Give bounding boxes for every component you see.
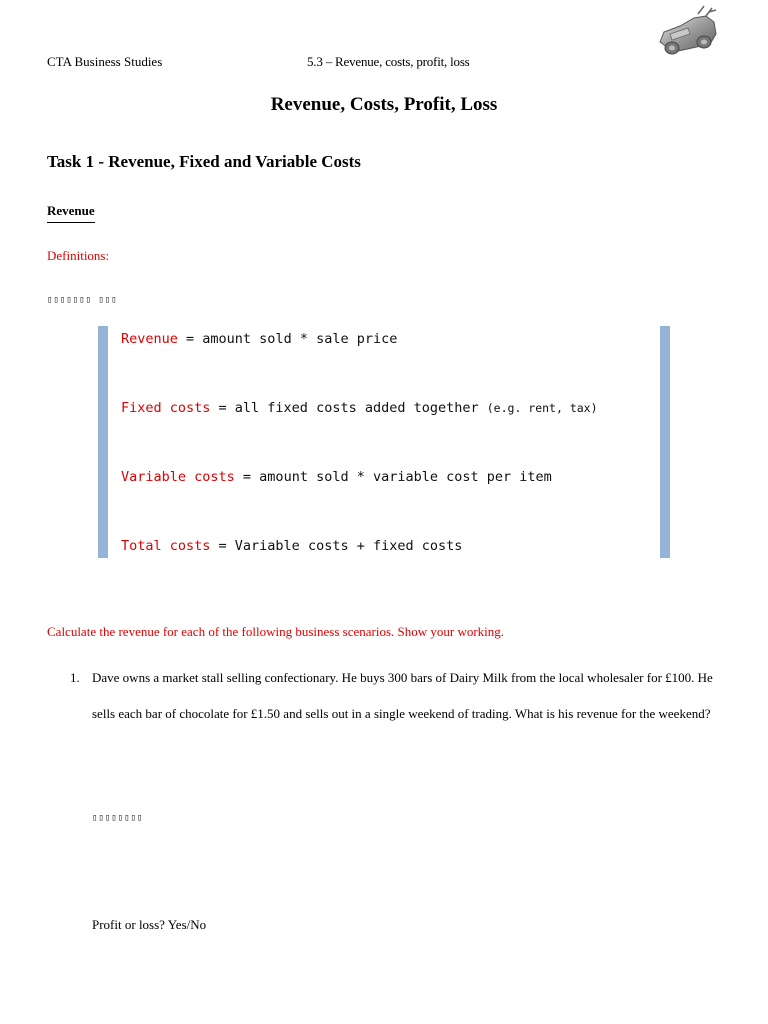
formula-term: Revenue [121, 331, 178, 347]
formula-box [98, 326, 670, 558]
formula-definition: = all fixed costs added together [210, 400, 487, 416]
section-heading: Revenue [47, 203, 95, 223]
formula-line-fixed-costs [121, 400, 598, 416]
formula-definition: = amount sold * sale price [177, 331, 398, 347]
formula-box-right-bar [660, 326, 670, 558]
placeholder-glyphs: ▯▯▯▯▯▯▯▯ [92, 813, 144, 823]
definitions-label: Definitions: [47, 248, 110, 263]
question-text: Dave owns a market stall selling confectionary. He buys 300 bars of Dairy Milk from the local wholesaler for £100. He sells each bar of chocolate for £1.50 and sells out in a single weekend of trading. What is his revenue for the weekend? [92, 670, 713, 721]
placeholder-glyphs: ▯▯▯▯▯▯▯ ▯▯▯ [47, 295, 118, 305]
profit-or-loss-prompt: Profit or loss? Yes/No [92, 917, 207, 932]
instruction-text: Calculate the revenue for each of the following business scenarios. Show your working. [47, 624, 505, 639]
formula-definition: = amount sold * variable cost per item [234, 469, 552, 485]
header-course-title: CTA Business Studies [47, 54, 163, 69]
formula-note: (e.g. rent, tax) [486, 401, 598, 415]
formula-box-left-bar [98, 326, 108, 558]
task-heading: Task 1 - Revenue, Fixed and Variable Costs [47, 152, 361, 171]
formula-term: Fixed costs [121, 400, 211, 416]
header-unit-title: 5.3 – Revenue, costs, profit, loss [307, 54, 470, 69]
formula-definition: = Variable costs + fixed costs [210, 538, 463, 554]
toy-car-icon [654, 4, 722, 60]
formula-line-total-costs [121, 538, 462, 554]
formula-line-variable-costs [121, 469, 552, 485]
page-title: Revenue, Costs, Profit, Loss [270, 94, 498, 115]
formula-term: Total costs [121, 538, 211, 554]
formula-term: Variable costs [121, 469, 235, 485]
formula-line-revenue [121, 331, 397, 347]
question-number: 1. [70, 670, 80, 685]
